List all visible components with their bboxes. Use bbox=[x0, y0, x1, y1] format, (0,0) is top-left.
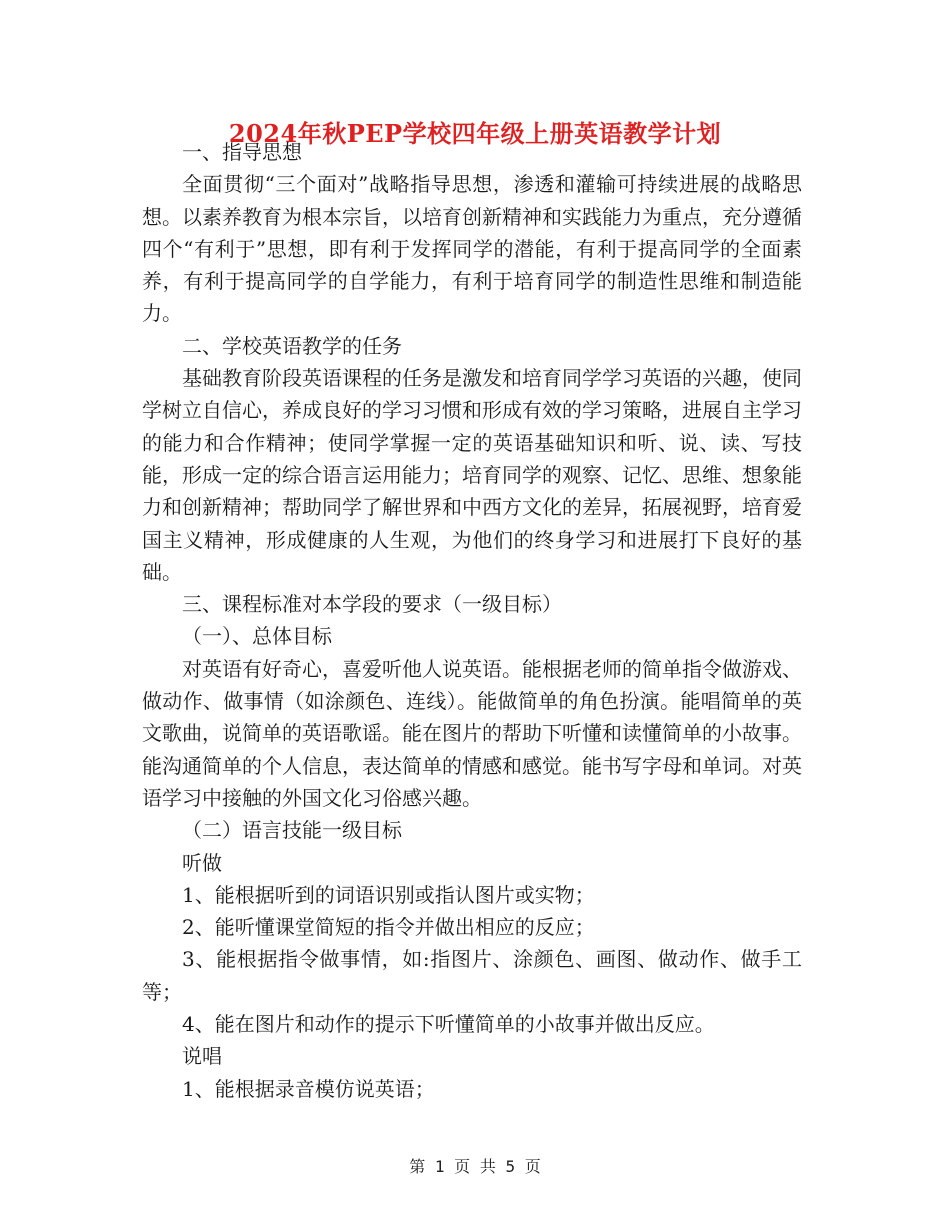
document-body bbox=[142, 136, 802, 1105]
subheading-listen-do: 听做 bbox=[182, 850, 222, 875]
list-item: 4、能在图片和动作的提示下听懂简单的小故事并做出反应。 bbox=[182, 1012, 715, 1037]
section-heading-guiding-thought: 一、指导思想 bbox=[182, 140, 302, 164]
section-heading-tasks: 二、学校英语教学的任务 bbox=[182, 333, 402, 358]
subheading-overall-goals: （一）、总体目标 bbox=[182, 624, 332, 649]
list-item: 3、能根据指令做事情，如:指图片、涂颜色、画图、做动作、做手工等； bbox=[142, 947, 802, 1004]
list-item: 1、能根据听到的词语识别或指认图片或实物； bbox=[182, 882, 595, 907]
paragraph-guiding-thought: 全面贯彻“三个面对”战略指导思想，渗透和灌输可持续进展的战略思想。以素养教育为根本宗旨，以培育创新精神和实践能力为重点，充分遵循四个“有利于”思想，即有利于发挥同学的潜能，有利于提高同学的全面素养，有利于提高同学的自学能力，有利于培育同学的制造性思维和制造能力。 bbox=[142, 172, 802, 326]
section-heading-curriculum-requirements: 三、课程标准对本学段的要求（一级目标） bbox=[182, 592, 562, 617]
list-item: 2、能听懂课堂简短的指令并做出相应的反应； bbox=[182, 915, 595, 940]
paragraph-overall-goals: 对英语有好奇心，喜爱听他人说英语。能根据老师的简单指令做游戏、做动作、做事情（如涂颜色、连线）。能做简单的角色扮演。能唱简单的英文歌曲，说简单的英语歌谣。能在图片的帮助下听懂和读懂简单的小故事。能沟通简单的个人信息，表达简单的情感和感觉。能书写字母和单词。对英语学习中接触的外国文化习俗感兴趣。 bbox=[142, 656, 802, 810]
subheading-language-skills: （二）语言技能一级目标 bbox=[182, 818, 402, 843]
page-footer: 第 1 页 共 5 页 bbox=[409, 1157, 541, 1176]
list-item: 1、能根据录音模仿说英语； bbox=[182, 1076, 435, 1101]
page-title: 2024年秋PEP学校四年级上册英语教学计划 bbox=[228, 119, 722, 148]
paragraph-tasks: 基础教育阶段英语课程的任务是激发和培育同学学习英语的兴趣，使同学树立自信心，养成良好的学习习惯和形成有效的学习策略，进展自主学习的能力和合作精神；使同学掌握一定的英语基础知识和听、说、读、写技能，形成一定的综合语言运用能力；培育同学的观察、记忆、思维、想象能力和创新精神；帮助同学了解世界和中西方文化的差异，拓展视野，培育爱国主义精神，形成健康的人生观，为他们的终身学习和进展打下良好的基础。 bbox=[142, 366, 802, 584]
subheading-speak-sing: 说唱 bbox=[182, 1044, 222, 1069]
